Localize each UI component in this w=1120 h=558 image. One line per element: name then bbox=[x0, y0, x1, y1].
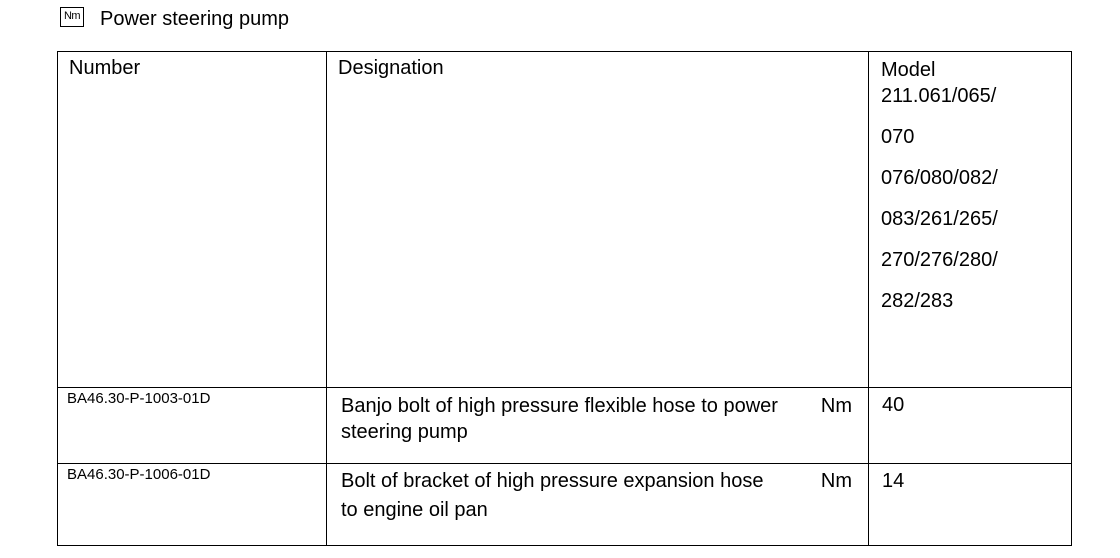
header-model-cell bbox=[869, 52, 1072, 388]
section-heading bbox=[60, 6, 289, 32]
row-value: 40 bbox=[882, 394, 905, 416]
model-number-line: 083/261/265/ bbox=[881, 208, 998, 230]
number-cell bbox=[58, 388, 327, 464]
model-number-line: 211.061/065/ bbox=[881, 85, 997, 107]
row-designation: Banjo bolt of high pressure flexible hose to power steering pump bbox=[341, 395, 778, 443]
model-number-line: 070 bbox=[881, 126, 915, 148]
row-unit: Nm bbox=[820, 395, 852, 417]
number-cell bbox=[58, 464, 327, 546]
header-number: Number bbox=[69, 57, 141, 79]
row-value: 14 bbox=[882, 470, 905, 492]
row-designation: Bolt of bracket of high pressure expansion hose to engine oil pan bbox=[341, 470, 764, 521]
header-model-label: Model bbox=[881, 59, 936, 81]
row-number: BA46.30-P-1003-01D bbox=[67, 390, 211, 407]
section-title: Power steering pump bbox=[100, 7, 289, 30]
table-row bbox=[58, 464, 1072, 546]
model-number-line: 282/283 bbox=[881, 290, 954, 312]
row-number: BA46.30-P-1006-01D bbox=[67, 466, 211, 483]
torque-spec-table bbox=[57, 51, 1072, 546]
header-designation-cell bbox=[327, 52, 869, 388]
value-cell bbox=[869, 464, 1072, 546]
designation-cell bbox=[327, 388, 869, 464]
value-cell bbox=[869, 388, 1072, 464]
table-row bbox=[58, 388, 1072, 464]
model-number-line: 270/276/280/ bbox=[881, 249, 998, 271]
header-designation: Designation bbox=[338, 57, 444, 79]
header-number-cell bbox=[58, 52, 327, 388]
designation-cell bbox=[327, 464, 869, 546]
row-unit: Nm bbox=[820, 470, 852, 492]
table-header-row bbox=[58, 52, 1072, 388]
model-number-line: 076/080/082/ bbox=[881, 167, 998, 189]
nm-torque-icon: Nm bbox=[60, 7, 84, 27]
